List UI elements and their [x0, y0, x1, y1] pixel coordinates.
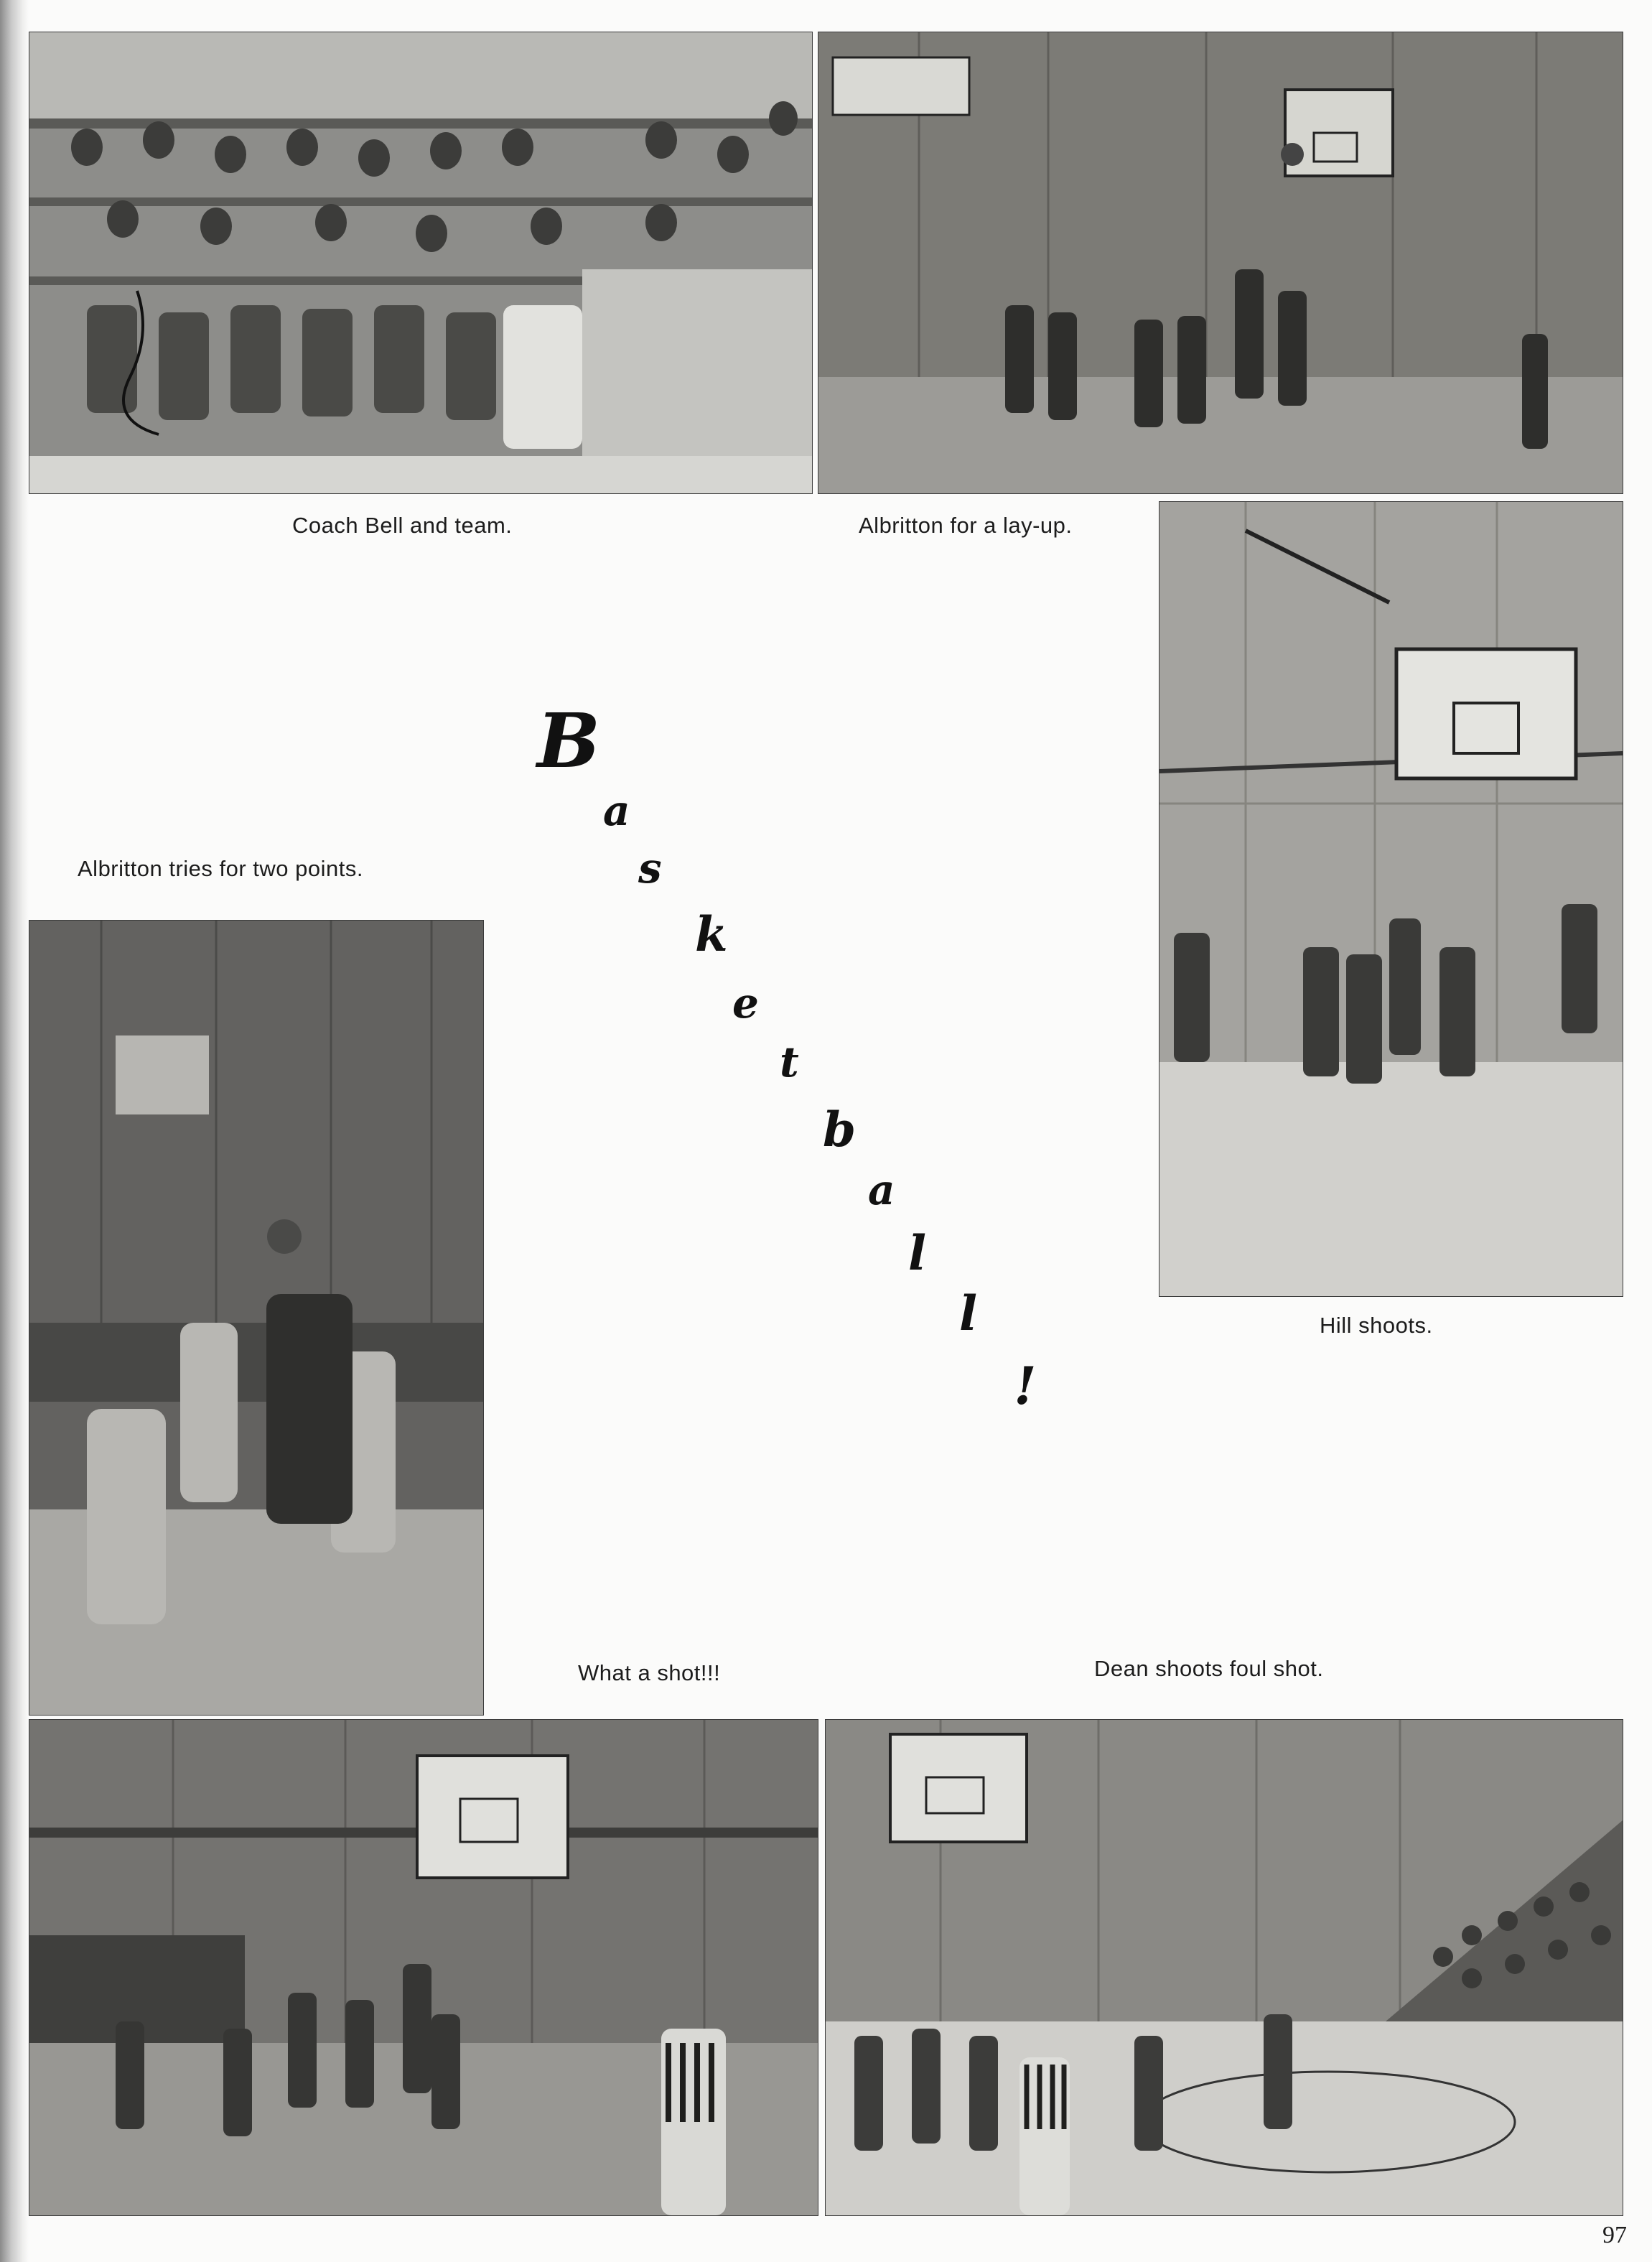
photo-foul-shot — [825, 1719, 1623, 2216]
photo-coach-and-team — [29, 32, 813, 494]
title-letter: a — [603, 786, 630, 835]
photo-layup — [818, 32, 1623, 494]
title-letter: t — [780, 1038, 799, 1086]
caption-foul-shot: Dean shoots foul shot. — [1094, 1656, 1324, 1681]
caption-two-points: Albritton tries for two points. — [78, 856, 363, 881]
page-number: 97 — [1602, 2222, 1627, 2248]
binding-shadow — [0, 0, 29, 2262]
photo-hill-shoots — [1159, 501, 1623, 1297]
title-letter: k — [695, 906, 728, 962]
title-letter: s — [638, 844, 662, 893]
caption-layup: Albritton for a lay-up. — [859, 513, 1073, 538]
title-letter: l — [959, 1285, 978, 1341]
title-letter: ! — [1014, 1355, 1037, 1416]
photo-what-a-shot — [29, 1719, 818, 2216]
title-letter: b — [823, 1102, 857, 1158]
title-letter: B — [537, 697, 600, 785]
caption-hill-shoots: Hill shoots. — [1320, 1313, 1433, 1338]
photo-tries-for-two-points — [29, 920, 484, 1716]
title-letter: l — [908, 1225, 927, 1281]
caption-coach-and-team: Coach Bell and team. — [292, 513, 513, 538]
title-letter: e — [732, 979, 759, 1028]
caption-what-a-shot: What a shot!!! — [578, 1660, 721, 1685]
title-letter: a — [868, 1165, 895, 1214]
